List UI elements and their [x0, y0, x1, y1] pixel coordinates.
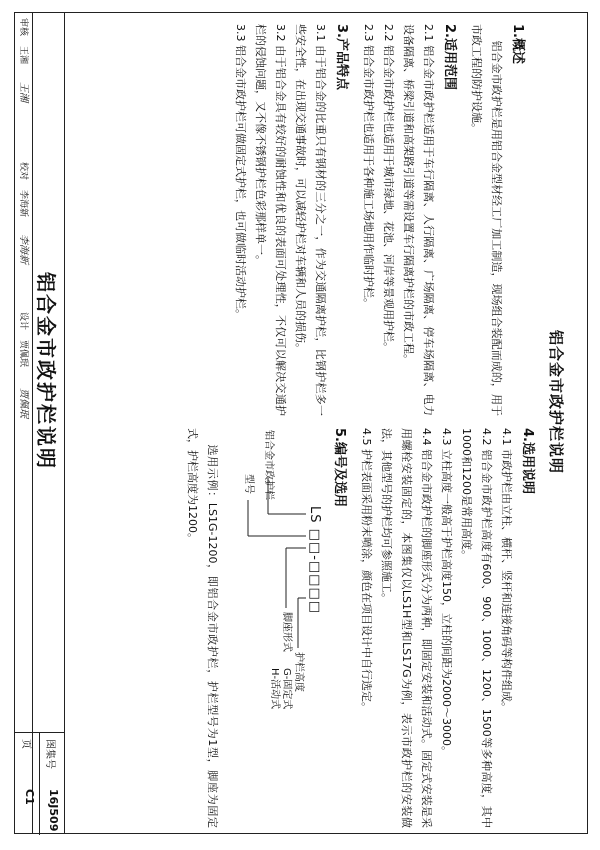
scope-item: 2.1 铝合金市政护栏适用于车行隔离、人行隔离、广场隔离、停车场隔离、电力设备隔离、桥梁引道和高架路引道等需设置车行隔离护栏的市政工程。: [402, 24, 435, 416]
atlas-number-label: 图集号: [44, 739, 55, 769]
review-signature: 王湘: [18, 82, 29, 102]
feature-item: 3.3 铝合金市政护栏可做固定式护栏，也可做临时活动护栏。: [234, 24, 247, 320]
section-numbering-heading: 5.编号及选用: [332, 428, 347, 507]
left-column: [230, 24, 534, 416]
design-name: 贾佩珉: [18, 340, 28, 368]
right-column: [182, 428, 544, 828]
check-signature: 李海新: [18, 234, 29, 264]
scope-item: 2.3 铝合金市政护栏也适用于各种施工场地用作临时护栏。: [362, 24, 375, 309]
title-block: [14, 12, 65, 834]
scope-item: 2.2 铝合金市政护栏也适用于城市绿地、花池、河岸等景观用护栏。: [382, 24, 395, 353]
signature-row: [14, 12, 33, 834]
label-height: 护栏高度: [293, 652, 304, 692]
section-selection-heading: 4.选用说明: [520, 428, 535, 494]
page-value: C1: [23, 789, 36, 805]
selection-item: 4.2 铝合金市政护栏高度有600、900、1000、1200、1500等多种高度，其中1000和1200是常用高度。: [460, 428, 493, 828]
label-base-options: G-固定式 H-活动式: [269, 668, 292, 710]
label-model: 型号: [243, 474, 254, 494]
selection-item: 4.1 市政护栏由立柱、横杆、竖杆和连接角码等构件组成。: [500, 428, 513, 713]
selection-example: 选用示例：LS1G-1200，即铝合金市政护栏，护栏型号为1型，脚座为固定式，护栏高度为1200。: [186, 428, 219, 828]
page-row: [15, 733, 40, 835]
document-title: 铝合金市政护栏说明: [547, 330, 565, 475]
numbering-code: LS □□-□□□□: [307, 506, 322, 615]
numbering-leader-lines: [222, 428, 326, 828]
feature-item: 3.2 由于铝合金具有较好的耐蚀性和优良的表面可处理性，不仅可以解决交通护栏的侵蚀问题，又不像不锈钢护栏色彩那样单一。: [254, 24, 287, 416]
check-name: 李海新: [18, 190, 28, 218]
section-overview-text: 铝合金市政护栏是用铝合金型材经工厂加工制造，现场组合装配而成的，用于市政工程的防护设施。: [470, 24, 503, 416]
label-product-name: 铝合金市政护栏: [263, 430, 274, 500]
review-label: 审核: [18, 18, 28, 37]
atlas-number-row: [39, 733, 64, 835]
check-label: 校对: [18, 162, 28, 181]
design-label: 设计: [18, 312, 28, 331]
section-features-heading: 3.产品特点: [334, 24, 349, 90]
feature-item: 3.1 由于铝合金的比重只有钢材的三分之一，作为交通隔离护栏，比钢护栏多一些安全性，在出现交通事故时，可以减轻护栏对车辆和人员的损伤。: [294, 24, 327, 416]
page-label: 页: [20, 739, 31, 749]
label-base-type: 脚座形式: [281, 612, 292, 652]
numbering-diagram: [222, 428, 326, 828]
section-overview-heading: 1.概述: [510, 24, 525, 64]
review-name: 王湘: [18, 46, 28, 65]
selection-item: 4.4 铝合金市政护栏的脚座形式分为两种，即固定安装和活动式。固定式安装是采用螺栓安装固定的，本图集仅以LS1H型和LS17G为例，表示市政护栏的安装做法，其他型号的护栏均可参照施工。: [380, 428, 433, 828]
atlas-number-value: 16J509: [47, 789, 60, 832]
title-block-title: 铝合金市政护栏说明: [34, 272, 58, 470]
section-scope-heading: 2.适用范围: [442, 24, 457, 90]
design-signature: 贾佩珉: [18, 388, 29, 418]
selection-item: 4.5 护栏表面采用粉末喷涂，颜色在项目设计中自行选定。: [360, 428, 373, 713]
selection-item: 4.3 立柱高度一般高于护栏高度150，立柱的间距为2000～3000。: [440, 428, 453, 757]
title-block-info: [15, 732, 64, 835]
